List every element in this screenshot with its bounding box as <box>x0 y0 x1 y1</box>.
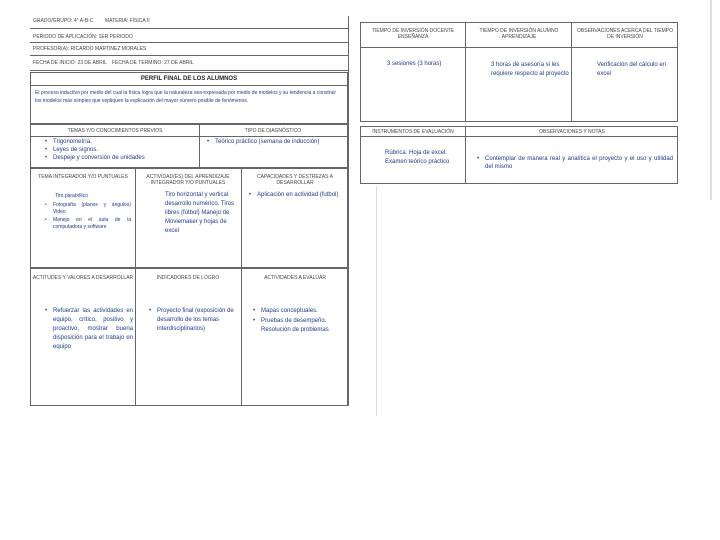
temas-header: TEMAS Y/O CONOCIMIENTOS PREVIOS <box>67 128 163 134</box>
margin-line <box>376 186 377 416</box>
periodo: PERIODO DE APLICACIÓN: 1ER PERIODO <box>33 34 133 40</box>
temas-box <box>30 124 348 168</box>
list-item: • Mapas conceptuales. <box>253 307 343 316</box>
actividades-aprendizaje-text: Tiro horizontal y vertical desarrollo numérico. Tiros libres (fútbol) Manejo de Moviemaker y hojas de excel <box>165 192 235 234</box>
perfil-text: El proceso inductivo por medio del cual la física logra que la naturaleza sea expresada por medio de modelos y su tendencia a construir los modelos más simples que expliquen la explicación del mayor número posible de fenómenos. <box>35 90 337 104</box>
actividades-aprendizaje-header: ACTIVIDAD(ES) DEL APRENDIZAJE INTEGRADOR Y/O PUNTUALES <box>146 174 230 186</box>
integrador-box <box>30 168 348 268</box>
divider <box>30 28 348 29</box>
observaciones-notas-list <box>477 155 673 172</box>
list-item: • Manejo en el aula de la computadora y software <box>45 217 131 231</box>
scroll-edge <box>710 0 712 200</box>
actividades-evaluar-header: ACTIVIDADES A EVALUAR <box>264 275 326 281</box>
diagnostico-header: TIPO DE DIAGNÓSTICO <box>244 128 302 134</box>
tiempo-table <box>360 22 678 122</box>
temas-list <box>45 139 195 163</box>
actividades-evaluar-list <box>253 307 343 336</box>
divider <box>241 169 242 267</box>
divider <box>135 269 136 405</box>
grado-grupo: GRADO/GRUPO: 4° A-B-C <box>33 18 94 24</box>
list-item: • Despeje y conversión de unidades <box>45 155 195 162</box>
list-item: • Pruebas de desempeño. Resolución de problemas <box>253 317 343 335</box>
list-item: • Proyecto final (exposición de desarrollo de los temas interdisciplinarios) <box>149 307 239 334</box>
divider <box>31 136 347 137</box>
tema-integrador-list <box>45 202 131 232</box>
actitudes-header: ACTITUDES Y VALORES A DESARROLLAR <box>32 275 134 281</box>
tiempo-alumno-value: 3 horas de asesoría si les requiere respecto al proyecto <box>491 62 569 77</box>
divider <box>361 47 677 48</box>
indicadores-header: INDICADORES DE LOGRO <box>156 275 220 281</box>
profesor: PROFESOR(A): RICARDO MARTINEZ MORALES <box>33 46 147 52</box>
fecha-termino: FECHA DE TERMINO: 27 DE ABRIL <box>112 60 194 66</box>
instrumentos-table <box>360 126 678 184</box>
list-item: • Fotografía (planos y ángulos) Video <box>45 202 131 216</box>
list-item: • Contemplar de manera real y analítica el proyecto y el uso y utilidad del mismo <box>477 155 673 171</box>
divider <box>30 55 348 56</box>
list-item: • Trigonometría. <box>45 139 195 146</box>
divider <box>465 23 466 121</box>
perfil-title: PERFIL FINAL DE LOS ALUMNOS <box>140 76 238 82</box>
capacidades-header: CAPACIDADES Y DESTREZAS A DESARROLLAR <box>257 174 333 186</box>
tiempo-docente-value: 3 sesiones (3 horas) <box>387 61 442 67</box>
tema-integrador-plain: Tiro parabólico <box>55 193 88 199</box>
divider <box>31 85 347 86</box>
list-item: • Teórico práctico (semana de inducción) <box>207 139 343 146</box>
divider <box>199 125 200 167</box>
divider <box>348 16 349 406</box>
diagnostico-list <box>207 139 343 147</box>
actitudes-list <box>45 307 133 353</box>
divider <box>571 23 572 121</box>
observaciones-notas-header: OBSERVACIONES Y NOTAS <box>539 129 605 135</box>
indicadores-list <box>149 307 239 335</box>
instrumentos-header: INSTRUMENTOS DE EVALUACIÓN <box>372 129 454 135</box>
evaluacion-box <box>30 268 348 406</box>
divider <box>30 42 348 43</box>
divider <box>241 269 242 405</box>
list-item: • Leyes de signos. <box>45 147 195 154</box>
fecha-inicio: FECHA DE INICIO: 23 DE ABRIL <box>33 60 107 66</box>
tema-integrador-header: TEMA INTEGRADOR Y/O PUNTUALES <box>38 174 128 180</box>
divider <box>30 70 348 71</box>
observaciones-tiempo-header: OBSERVACIONES ACERCA DEL TIEMPO DE INVERSIÓN <box>577 28 673 40</box>
tiempo-docente-header: TIEMPO DE INVERSIÓN DOCENTE ENSEÑANZA <box>371 28 455 40</box>
tiempo-alumno-header: TIEMPO DE INVERSIÓN ALUMNO APRENDIZAJE <box>479 28 559 40</box>
materia: MATERIA: FÍSICA II <box>105 18 150 24</box>
capacidades-list <box>249 191 343 201</box>
observaciones-tiempo-value: Verificación del cálculo en excel <box>597 62 667 77</box>
instrumentos-value: Rúbrica. Hoja de excel. Examen teórico práctico <box>385 150 450 165</box>
divider <box>135 169 136 267</box>
list-item: • Aplicación en actividad (futbol) <box>249 191 343 200</box>
perfil-box <box>30 72 348 124</box>
divider <box>361 136 677 137</box>
list-item: • Refuerzar las actividades en equipo, crítico, positivo y proactivo, mostrar buena disposición para el trabajo en equipo <box>45 307 133 352</box>
